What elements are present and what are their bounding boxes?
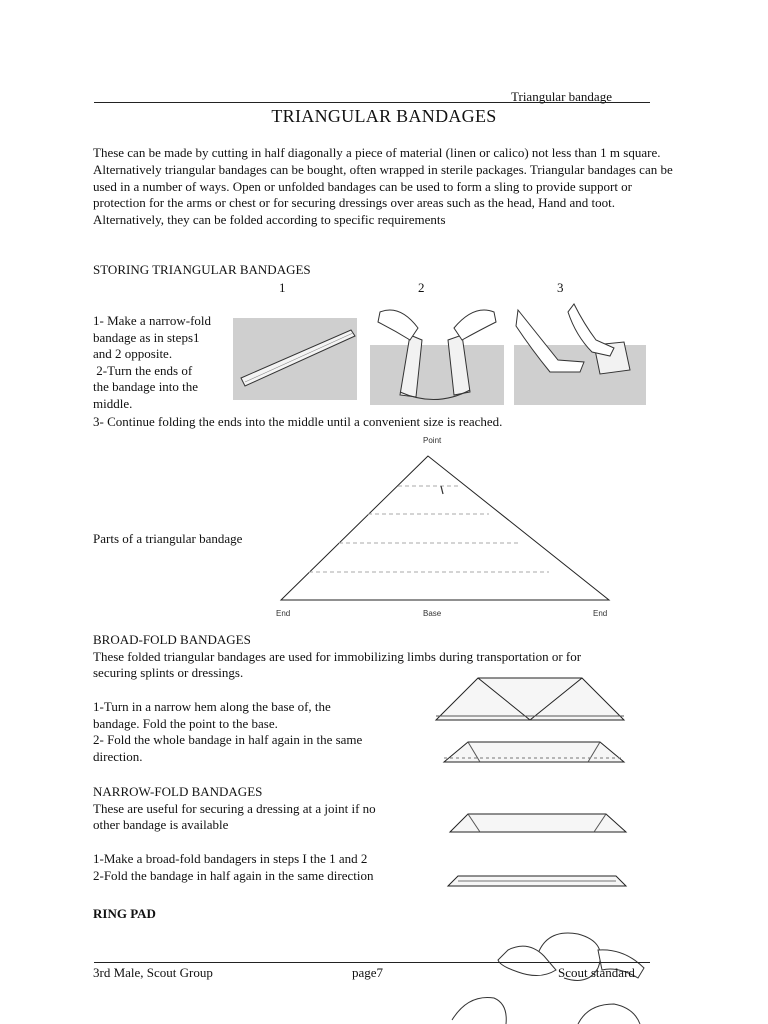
- hands-folding-illustration: [370, 300, 504, 405]
- narrow-fold-illustration-2: [444, 870, 630, 892]
- step-number-3: 3: [557, 280, 564, 295]
- folded-strip-illustration: [233, 318, 357, 400]
- footer-page-number: page7: [352, 965, 384, 980]
- broad-step-line: direction.: [93, 748, 143, 764]
- broad-step-line: bandage. Fold the point to the base.: [93, 715, 278, 731]
- broad-fold-figure-2: [440, 738, 628, 768]
- broad-desc-line: These folded triangular bandages are used for immobilizing limbs during transportation or for: [93, 648, 582, 664]
- ring-pad-heading: RING PAD: [93, 906, 156, 921]
- broad-fold-illustration-1: [432, 674, 628, 726]
- storing-line: and 2 opposite.: [93, 346, 173, 361]
- narrow-section: [93, 784, 438, 834]
- narrow-step-line: 2-Fold the bandage in half again in the same direction: [93, 867, 374, 883]
- page-title: TRIANGULAR BANDAGES: [271, 106, 497, 126]
- step-number-1: 1: [279, 280, 286, 295]
- footer-right: Scout standard: [558, 965, 635, 980]
- broad-fold-figure-1: [432, 674, 628, 726]
- storing-line: middle.: [93, 395, 133, 411]
- broad-fold-illustration-2: [440, 738, 628, 768]
- storing-figure-3: [514, 300, 646, 405]
- narrow-fold-figure-1: [446, 808, 630, 838]
- base-label: Base: [423, 609, 442, 618]
- step-number-2: 2: [418, 280, 425, 295]
- point-label: Point: [423, 436, 442, 445]
- footer-rule: [94, 962, 650, 963]
- storing-steps: [93, 313, 238, 412]
- broad-steps: [93, 699, 433, 765]
- narrow-fold-figure-2: [444, 870, 630, 892]
- broad-step-line: 2- Fold the whole bandage in half again in the same: [93, 732, 363, 747]
- narrow-steps: [93, 851, 438, 884]
- header-rule: [94, 102, 650, 103]
- narrow-fold-illustration-1: [446, 808, 630, 838]
- footer-left: 3rd Male, Scout Group: [93, 965, 213, 980]
- storing-step-3: 3- Continue folding the ends into the middle until a convenient size is reached.: [93, 414, 503, 429]
- hands-pressing-illustration: [514, 300, 646, 405]
- broad-heading: BROAD-FOLD BANDAGES: [93, 632, 251, 647]
- running-header: Triangular bandage: [511, 89, 612, 104]
- storing-heading: STORING TRIANGULAR BANDAGES: [93, 262, 311, 277]
- broad-step-line: 1-Turn in a narrow hem along the base of, the: [93, 699, 331, 714]
- intro-paragraph: These can be made by cutting in half diagonally a piece of material (linen or calico) not less than 1 m square. Alternatively triangular bandages can be bought, often wrapped in sterile packages. Triangular bandages can be used in a number of ways. Open or unfolded bandages can be used to form a sling to provide support or protection for the arms or chest or for securing dressings over areas such as the head, Hand and toot. Alternatively, they can be folded according to specific requirements: [93, 145, 673, 228]
- storing-line: the bandage into the: [93, 379, 199, 394]
- triangle-diagram: [273, 430, 619, 620]
- parts-caption: Parts of a triangular bandage: [93, 531, 243, 546]
- broad-desc-line: securing splints or dressings.: [93, 665, 244, 680]
- storing-figure-2: [370, 300, 504, 405]
- storing-line: 1- Make a narrow-fold: [93, 313, 212, 328]
- triangle-diagram-svg: [273, 430, 619, 620]
- end-right-label: End: [593, 609, 608, 618]
- storing-line: 2-Turn the ends of: [93, 362, 193, 378]
- storing-line: bandage as in steps1: [93, 329, 200, 345]
- narrow-desc-line: other bandage is available: [93, 817, 229, 832]
- storing-figure-1: [233, 318, 357, 400]
- narrow-desc-line: These are useful for securing a dressing at a joint if no: [93, 800, 376, 816]
- end-left-label: End: [276, 609, 291, 618]
- narrow-heading: NARROW-FOLD BANDAGES: [93, 784, 263, 799]
- narrow-step-line: 1-Make a broad-fold bandagers in steps I the 1 and 2: [93, 851, 368, 866]
